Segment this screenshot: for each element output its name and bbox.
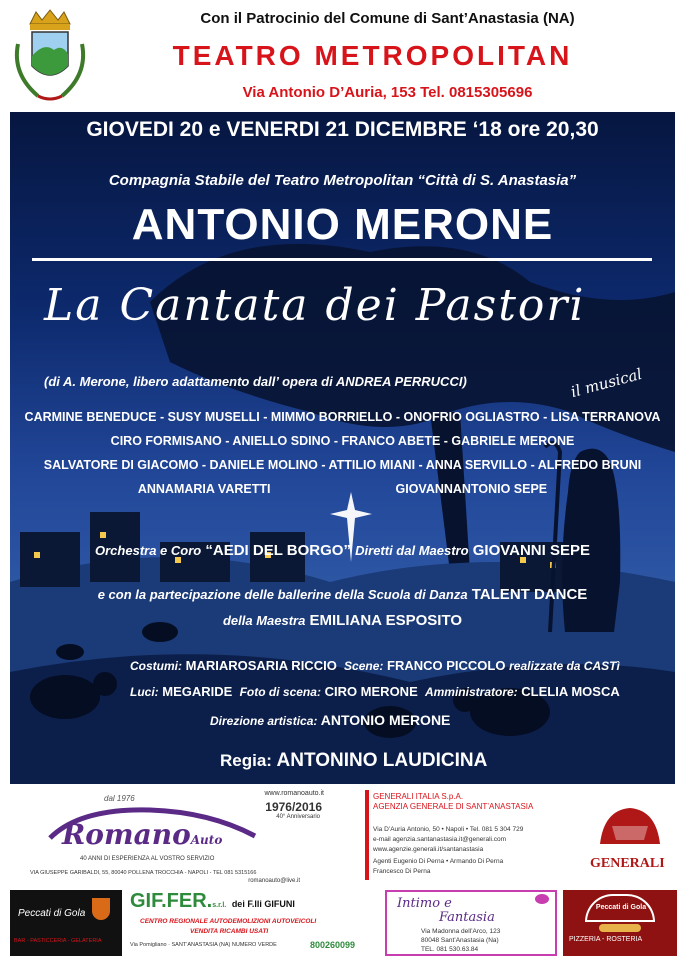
intimo-phone: TEL. 081 530.63.84 — [421, 946, 479, 953]
show-date: GIOVEDI 20 e VENERDI 21 DICEMBRE ‘18 ore 20,30 — [86, 118, 599, 141]
director-name: GIOVANNI SEPE — [472, 542, 590, 559]
intimo-name-1: Intimo e — [397, 896, 452, 911]
company-name: Compagnia Stabile del Teatro Metropolitan “Città di S. Anastasia” — [108, 172, 577, 189]
dance-line — [10, 586, 675, 603]
peccati-pizzeria-name: Peccati di Gola — [595, 904, 647, 911]
romano-suffix: Auto — [190, 833, 223, 847]
generali-company: GENERALI ITALIA S.p.A. — [373, 792, 464, 801]
cast-row: ANNAMARIA VARETTI GIOVANNANTONIO SEPE — [137, 482, 548, 496]
director-credit — [220, 750, 487, 772]
patronage-text: Con il Patrocinio del Comune di Sant’Anastasia (NA) — [200, 10, 575, 27]
cast-list — [10, 410, 675, 506]
theatre-name: TEATRO METROPOLITAN — [172, 40, 573, 71]
direction-name: ANTONIO MERONE — [320, 712, 451, 728]
generali-address: Via D’Auria Antonio, 50 • Napoli • Tel. 081 5 304 729 — [373, 826, 524, 833]
lights-label: Luci: — [130, 685, 159, 699]
intimo-address-1: Via Madonna dell’Arco, 123 — [421, 928, 501, 935]
staff-direction — [210, 712, 675, 728]
giffer-desc-2: VENDITA RICAMBI USATI — [190, 928, 269, 935]
cast-row: SALVATORE DI GIACOMO - DANIELE MOLINO - ATTILIO MIANI - ANNA SERVILLO - ALFREDO BRUNI — [43, 458, 642, 472]
romano-years: 1976/2016 — [265, 800, 322, 814]
photo-label: Foto di scena: — [239, 685, 321, 699]
sponsor-peccati-bar[interactable] — [10, 890, 122, 956]
intimo-name-2: Fantasia — [439, 910, 495, 925]
scenes-label: Scene: — [344, 659, 384, 673]
giffer-title — [130, 890, 295, 913]
cast-row: CARMINE BENEDUCE - SUSY MUSELLI - MIMMO BORRIELLO - ONOFRIO OGLIASTRO - LISA TERRANOVA — [24, 410, 661, 424]
giffer-phone: 800260099 — [310, 940, 356, 950]
maestra-name: EMILIANA ESPOSITO — [309, 612, 463, 629]
giffer-suffix: s.r.l. — [212, 902, 227, 909]
romano-since: dal 1976 — [104, 794, 135, 803]
giffer-desc-1: CENTRO REGIONALE AUTODEMOLIZIONI AUTOVEICOLI — [140, 918, 317, 925]
regia-label: Regia: — [220, 751, 272, 770]
dance-intro: e con la partecipazione delle ballerine della Scuola di Danza — [97, 587, 468, 602]
scenes-extra: realizzate da CASTì — [509, 659, 620, 673]
giffer-by: dei F.lli GIFUNI — [231, 899, 295, 909]
scenes-name: FRANCO PICCOLO — [387, 658, 506, 673]
romano-site: www.romanoauto.it — [264, 790, 324, 797]
costumes-label: Costumi: — [130, 659, 182, 673]
sponsors-area — [0, 786, 685, 960]
staff-costumes-scenes — [130, 658, 675, 673]
photo-name: CIRO MERONE — [324, 684, 418, 699]
romano-logo — [62, 818, 222, 851]
glass-icon — [92, 898, 110, 920]
peccati-pizzeria-types: PIZZERIA - ROSTERIA — [569, 936, 643, 943]
generali-web: www.agenzie.generali.it/santanastasia — [373, 846, 484, 853]
peccati-bar-name: Peccati di Gola — [18, 908, 86, 919]
giffer-address: Via Pomigliano · SANT’ANASTASIA (NA) NUMERO VERDE — [130, 942, 277, 948]
butterfly-icon — [535, 894, 549, 904]
orchestra-label: Orchestra e Coro — [95, 543, 202, 558]
poster-artwork — [10, 112, 675, 784]
directed-label: Diretti dal Maestro — [355, 543, 469, 558]
administrator-name: CLELIA MOSCA — [521, 684, 620, 699]
sponsor-peccati-pizzeria[interactable] — [563, 890, 677, 956]
lights-name: MEGARIDE — [162, 684, 233, 699]
show-title: La Cantata dei Pastori — [44, 280, 586, 331]
regia-name: ANTONINO LAUDICINA — [276, 750, 488, 771]
romano-address: VIA GIUSEPPE GARIBALDI, 55, 80040 POLLENA TROCCHIA - NAPOLI - TEL 081 5315166 — [30, 870, 257, 876]
orchestra-name: “AEDI DEL BORGO” — [205, 542, 351, 559]
lion-icon — [590, 800, 670, 856]
title-divider — [32, 258, 652, 261]
generali-agents-2: Francesco Di Perna — [373, 868, 431, 875]
generali-rule — [365, 790, 369, 880]
header — [0, 0, 685, 112]
staff-lights-photo — [130, 684, 675, 699]
intimo-address-2: 80048 Sant’Anastasia (Na) — [421, 937, 499, 944]
administrator-label: Amministratore: — [424, 685, 518, 699]
musical-tag: il musical — [568, 364, 644, 402]
maestra-line — [10, 612, 675, 629]
cast-row: CIRO FORMISANO - ANIELLO SDINO - FRANCO ABETE - GABRIELE MERONE — [110, 434, 575, 448]
sandwich-icon — [599, 924, 641, 932]
sponsor-intimo-fantasia[interactable] — [385, 890, 557, 956]
romano-tagline: 40 ANNI DI ESPERIENZA AL VOSTRO SERVIZIO — [80, 856, 215, 862]
adaptation-credit: (di A. Merone, libero adattamento dall’ opera di ANDREA PERRUCCI) — [44, 374, 467, 389]
generali-logo: GENERALI — [590, 856, 665, 871]
maestra-label: della Maestra — [222, 613, 306, 628]
orchestra-line — [10, 542, 675, 559]
generali-agents: Agenti Eugenio Di Perna • Armando Di Perna — [373, 858, 504, 865]
costumes-name: MARIAROSARIA RICCIO — [185, 658, 337, 673]
sponsor-romano-auto[interactable] — [30, 790, 330, 884]
sponsor-giffer[interactable] — [130, 890, 375, 956]
author-title: ANTONIO MERONE — [131, 200, 554, 249]
generali-email: e-mail agenzia.santanastasia.it@generali.com — [373, 836, 507, 843]
romano-anniversary: 40° Anniversario — [276, 814, 320, 820]
theatre-address: Via Antonio D’Auria, 153 Tel. 0815305696 — [242, 84, 533, 101]
romano-name: Romano — [62, 818, 191, 851]
dance-school: TALENT DANCE — [471, 586, 588, 603]
generali-agency: AGENZIA GENERALE DI SANT’ANASTASIA — [373, 802, 534, 811]
romano-email: romanoauto@live.it — [248, 878, 300, 884]
giffer-name: GIF.FER. — [130, 890, 213, 912]
peccati-bar-types: BAR - PASTICCERIA - GELATERIA — [14, 938, 102, 944]
sponsor-generali[interactable] — [365, 790, 680, 884]
direction-label: Direzione artistica: — [210, 714, 318, 728]
